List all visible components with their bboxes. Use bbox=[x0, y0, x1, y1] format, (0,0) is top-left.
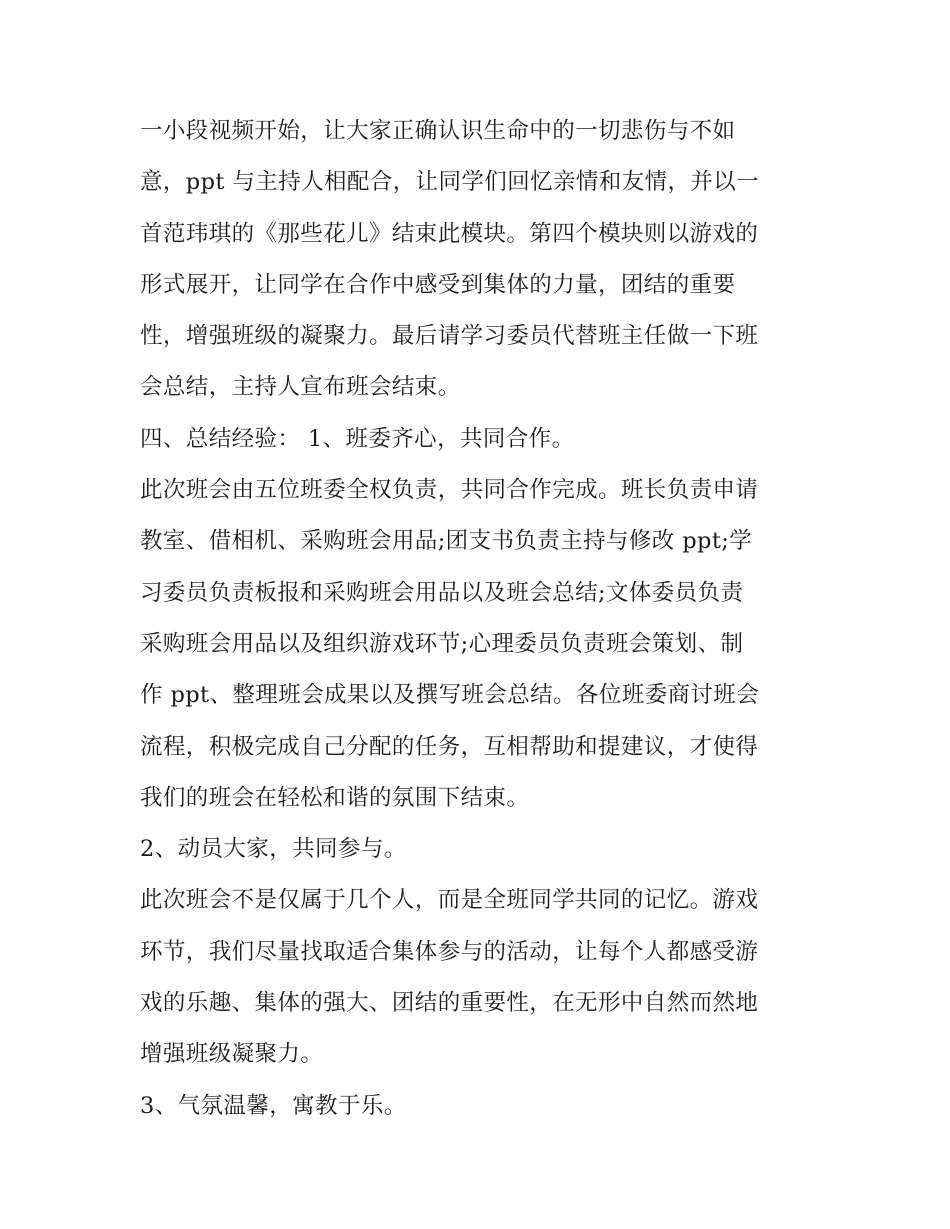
text-line: 性，增强班级的凝聚力。最后请学习委员代替班主任做一下班 bbox=[140, 323, 759, 350]
text-line: 流程，积极完成自己分配的任务，互相帮助和提建议，才使得 bbox=[140, 733, 759, 760]
text-line: 教室、借相机、采购班会用品;团支书负责主持与修改 ppt;学 bbox=[140, 528, 753, 555]
subsection-heading: 3、气氛温馨，寓教于乐。 bbox=[140, 1092, 407, 1119]
document-body bbox=[140, 106, 812, 1132]
text-line: 我们的班会在轻松和谐的氛围下结束。 bbox=[140, 784, 530, 811]
text-line: 形式展开，让同学在合作中感受到集体的力量，团结的重要 bbox=[140, 271, 736, 298]
text-line: 首范玮琪的《那些花儿》结束此模块。第四个模块则以游戏的 bbox=[140, 220, 759, 247]
text-line: 环节，我们尽量找取适合集体参与的活动，让每个人都感受游 bbox=[140, 938, 759, 965]
text-line: 此次班会由五位班委全权负责，共同合作完成。班长负责申请 bbox=[140, 477, 759, 504]
text-line: 会总结，主持人宣布班会结束。 bbox=[140, 374, 461, 401]
text-line: 戏的乐趣、集体的强大、团结的重要性，在无形中自然而然地 bbox=[140, 990, 759, 1017]
text-line: 作 ppt、整理班会成果以及撰写班会总结。各位班委商讨班会 bbox=[140, 682, 760, 709]
text-line: 采购班会用品以及组织游戏环节;心理委员负责班会策划、制 bbox=[140, 630, 744, 657]
text-line: 此次班会不是仅属于几个人，而是全班同学共同的记忆。游戏 bbox=[140, 887, 759, 914]
text-line: 一小段视频开始，让大家正确认识生命中的一切悲伤与不如 bbox=[140, 118, 736, 144]
text-line: 意，ppt 与主持人相配合，让同学们回忆亲情和友情，并以一 bbox=[140, 169, 760, 196]
subsection-heading: 2、动员大家，共同参与。 bbox=[140, 836, 407, 863]
text-line: 增强班级凝聚力。 bbox=[140, 1041, 324, 1068]
text-line: 习委员负责板报和采购班会用品以及班会总结;文体委员负责 bbox=[140, 579, 744, 606]
section-heading: 四、总结经验： 1、班委齐心，共同合作。 bbox=[140, 425, 575, 452]
